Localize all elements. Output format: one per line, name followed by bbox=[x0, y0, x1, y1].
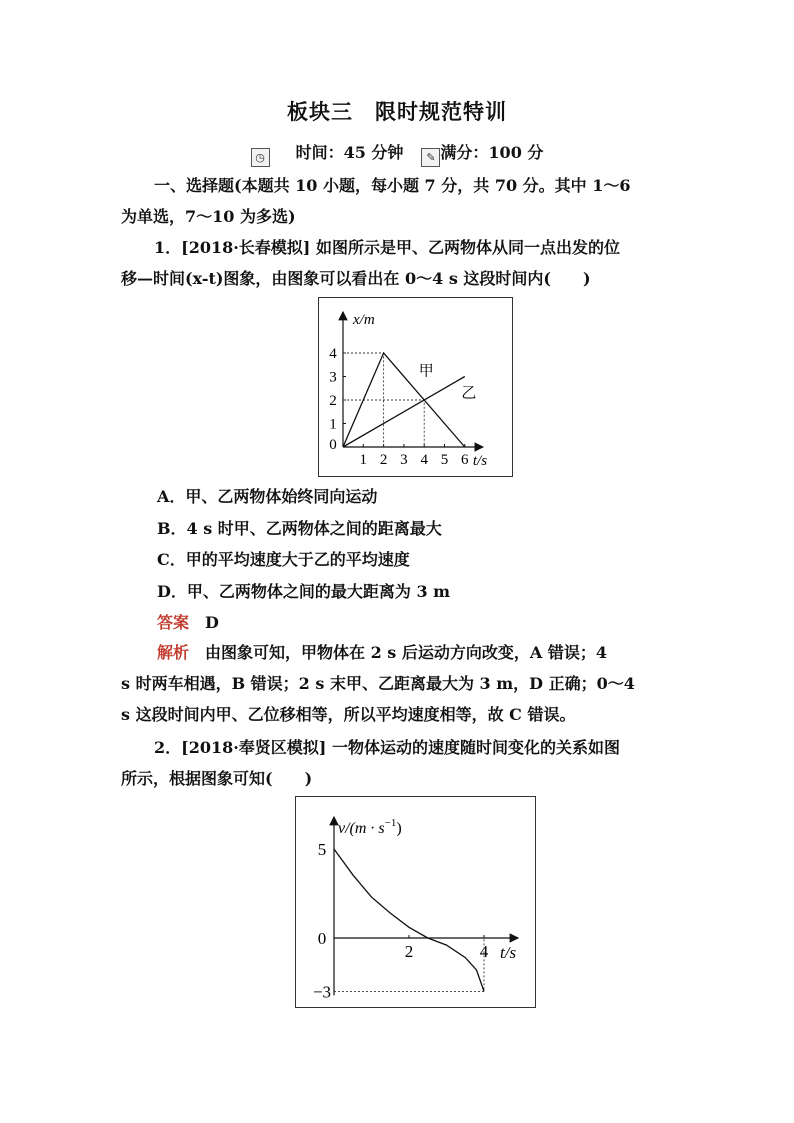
q1-answer bbox=[157, 610, 219, 633]
x-tick-label: 3 bbox=[400, 452, 408, 468]
y-tick-label: 5 bbox=[317, 840, 327, 859]
series-label-jia: 甲 bbox=[418, 363, 434, 380]
y-axis-label: $v/(m \cdot s^{-1})$ bbox=[338, 817, 402, 837]
velocity-curve bbox=[334, 849, 484, 991]
y-tick-label: 3 bbox=[329, 369, 337, 386]
y-tick-label: 2 bbox=[329, 393, 337, 409]
x-tick-label: 4 bbox=[479, 942, 489, 961]
title-part1: 板块三 bbox=[287, 99, 353, 124]
series-label-yi: 乙 bbox=[461, 385, 477, 402]
x-tick-label: 2 bbox=[379, 452, 388, 468]
x-tick-label: 1 bbox=[359, 452, 368, 468]
analysis-line2: s 时两车相遇，B 错误；2 s 末甲、乙距离最大为 3 m，D 正确；0～4 bbox=[121, 674, 635, 693]
question-2 bbox=[121, 732, 677, 794]
y-tick-label: 1 bbox=[329, 416, 337, 433]
answer-value: D bbox=[205, 613, 219, 632]
title-part2: 限时规范特训 bbox=[375, 99, 507, 124]
y-tick-label: 4 bbox=[329, 346, 337, 362]
answer-label: 答案 bbox=[157, 613, 190, 632]
x-tick-label: 4 bbox=[420, 452, 428, 468]
x-axis-label: t/s bbox=[472, 453, 488, 469]
analysis-label: 解析 bbox=[157, 643, 190, 662]
x-axis-label: t/s bbox=[500, 943, 517, 962]
question-1 bbox=[121, 232, 677, 294]
q1-option-d: D．甲、乙两物体之间的最大距离为 3 m bbox=[157, 582, 451, 601]
meta-line bbox=[0, 140, 794, 167]
score-text: 满分：100 分 bbox=[440, 143, 544, 162]
analysis-line1: 由图象可知，甲物体在 2 s 后运动方向改变，A 错误；4 bbox=[205, 643, 607, 662]
y-tick-label: 0 bbox=[329, 437, 337, 453]
q1-line2: 移—时间(x-t)图象，由图象可以看出在 0～4 s 这段时间内( ) bbox=[121, 269, 591, 288]
q1-option-c: C．甲的平均速度大于乙的平均速度 bbox=[157, 550, 410, 569]
figure-vt bbox=[295, 796, 536, 1008]
y-axis-label: x/m bbox=[353, 312, 375, 328]
y-tick-label: −3 bbox=[312, 982, 332, 1002]
figure-xt bbox=[318, 297, 513, 477]
q1-analysis bbox=[121, 637, 677, 730]
q1-line1: 1．[2018·长春模拟] 如图所示是甲、乙两物体从同一点出发的位 bbox=[154, 238, 620, 257]
section-line2: 为单选，7～10 为多选) bbox=[121, 207, 296, 226]
clock-icon: ◷ bbox=[251, 148, 270, 167]
q1-option-a: A．甲、乙两物体始终同向运动 bbox=[157, 487, 378, 506]
y-tick-label: 0 bbox=[317, 929, 327, 948]
q2-line1: 2．[2018·奉贤区模拟] 一物体运动的速度随时间变化的关系如图 bbox=[154, 738, 620, 757]
x-tick-label: 5 bbox=[440, 452, 449, 468]
x-tick-label: 6 bbox=[461, 452, 469, 468]
score-icon: ✎ bbox=[421, 148, 440, 167]
vt-chart bbox=[296, 797, 535, 1007]
q2-line2: 所示，根据图象可知( ) bbox=[121, 769, 313, 788]
q1-option-b: B．4 s 时甲、乙两物体之间的距离最大 bbox=[157, 519, 442, 538]
time-text: 时间：45 分钟 bbox=[295, 143, 404, 162]
x-tick-label: 2 bbox=[404, 942, 414, 961]
section-heading bbox=[121, 170, 677, 232]
analysis-line3: s 这段时间内甲、乙位移相等，所以平均速度相等，故 C 错误。 bbox=[121, 705, 576, 724]
series-line-1 bbox=[343, 377, 465, 448]
xt-chart bbox=[319, 298, 512, 476]
section-line1: 一、选择题(本题共 10 小题，每小题 7 分，共 70 分。其中 1～6 bbox=[154, 176, 631, 195]
page-title bbox=[0, 96, 794, 126]
